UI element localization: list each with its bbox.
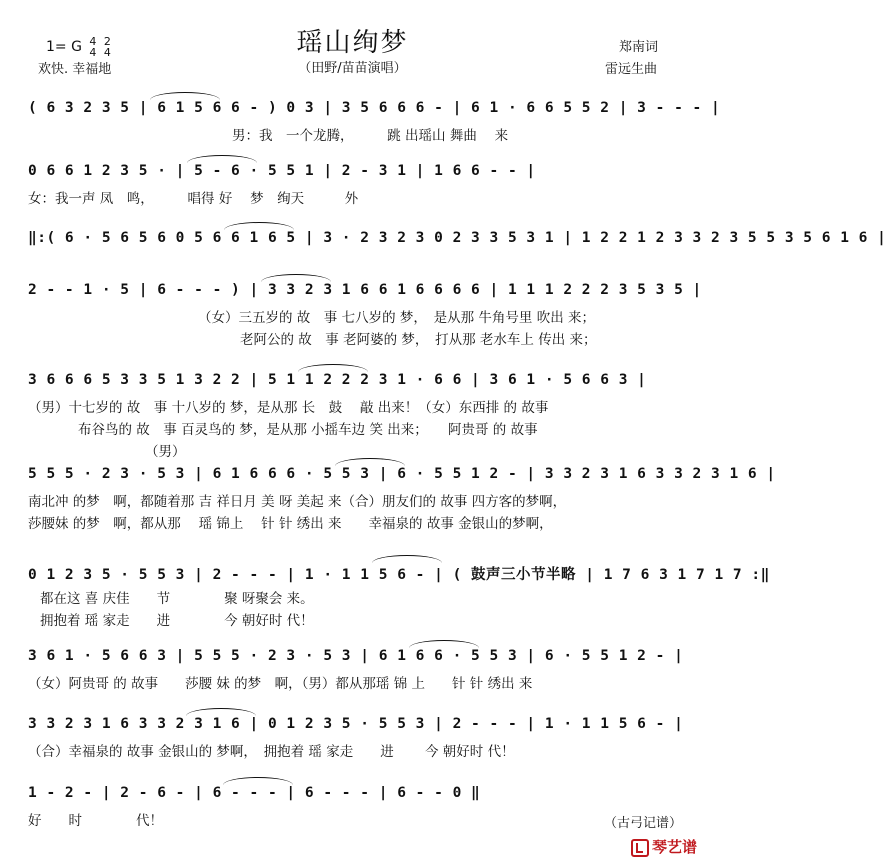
- lyric-line: 布谷鸟的 故 事 百灵鸟的 梦，是从那 小摇车边 笑 出来； 阿贵哥 的 故事: [78, 422, 538, 438]
- notation-row: 3 6 1 · 5 6 6 3 | 5 5 5 · 2 3 · 5 3 | 6 1 6 6 · 5 5 3 | 6 · 5 5 1 2 - |: [28, 648, 684, 664]
- slur-mark: [298, 364, 368, 372]
- lyricist: 郑南词: [619, 40, 659, 55]
- lyric-line: （合）幸福泉的 故事 金银山的 梦啊， 拥抱着 瑶 家走 进 今 朝好时 代！: [28, 744, 515, 760]
- slur-mark: [187, 155, 257, 163]
- notation-row: 3 6 6 6 5 3 3 5 1 3 2 2 | 5 1 1 2 2 2 3 1 · 6 6 | 3 6 1 · 5 6 6 3 |: [28, 372, 647, 388]
- slur-mark: [186, 708, 256, 716]
- notation-row: 0 1 2 3 5 · 5 5 3 | 2 - - - | 1 · 1 1 5 6 - | ( 鼓声三小节半略 | 1 7 6 3 1 7 1 7 :‖: [28, 567, 770, 583]
- lyric-line: 女：我一声 凤 鸣， 唱得 好 梦 绚天 外: [28, 191, 359, 207]
- lyric-line: （男）: [145, 444, 186, 460]
- lyric-line: （男）十七岁的 故 事 十八岁的 梦，是从那 长 鼓 敲 出来！（女）东西排 的 故事: [28, 400, 549, 416]
- notation-row: 2 - - 1 · 5 | 6 - - - ) | 3 3 2 3 1 6 6 1 6 6 6 6 | 1 1 1 2 2 2 3 5 3 5 |: [28, 282, 702, 298]
- page-title: 瑶山绚梦: [296, 28, 409, 58]
- slur-mark: [409, 640, 479, 648]
- notation-row: 0 6 6 1 2 3 5 · | 5 - 6 · 5 5 1 | 2 - 3 1 | 1 6 6 - - |: [28, 163, 536, 179]
- key-label: 1= G: [46, 39, 82, 55]
- lyric-line: 好 时 代！: [28, 813, 163, 829]
- tempo-marking: 欢快. 幸福地: [38, 62, 112, 77]
- lyric-line: 拥抱着 瑶 家走 进 今 朝好时 代！: [40, 613, 314, 629]
- watermark-logo: 琴艺谱: [631, 836, 697, 857]
- lyric-line: 莎腰妹 的梦 啊，都从那 瑶 锦上 针 针 绣出 来 幸福泉的 故事 金银山的梦啊，: [28, 516, 553, 532]
- slur-mark: [335, 458, 405, 466]
- notation-row: ( 6 3 2 3 5 | 6 1 5 6 6 - ) 0 3 | 3 5 6 6 6 - | 6 1 · 6 6 5 5 2 | 3 - - - |: [28, 100, 721, 116]
- notation-row: 5 5 5 · 2 3 · 5 3 | 6 1 6 6 6 · 5 5 3 | 6 · 5 5 1 2 - | 3 3 2 3 1 6 3 3 2 3 1 6 |: [28, 466, 776, 482]
- composer: 雷远生曲: [605, 62, 658, 77]
- lyric-line: 男：我 一个龙腾， 跳 出瑶山 舞曲 来: [232, 128, 509, 144]
- lyric-line: （女）三五岁的 故 事 七八岁的 梦， 是从那 牛角号里 吹出 来；: [198, 310, 595, 326]
- slur-mark: [372, 555, 442, 563]
- lyric-line: （女）阿贵哥 的 故事 莎腰 妹 的梦 啊，（男）都从那瑶 锦 上 针 针 绣出 来: [28, 676, 533, 692]
- slur-mark: [223, 777, 293, 785]
- lyric-line: 南北冲 的梦 啊，都随着那 吉 祥日月 美 呀 美起 来（合）朋友们的 故事 四方客的梦啊，: [28, 494, 567, 510]
- notation-row: ‖:( 6 · 5 6 5 6 0 5 6 6 1 6 5 | 3 · 2 3 2 3 0 2 3 3 5 3 1 | 1 2 2 1 2 3 3 2 3 5 5 3 5 6 1 6 |: [28, 230, 886, 246]
- logo-icon: [631, 839, 649, 857]
- credit: （古弓记谱）: [604, 816, 683, 831]
- performers: （田野/苗苗演唱）: [298, 61, 407, 76]
- slur-mark: [150, 92, 220, 100]
- time-signature-2: 2 4: [103, 35, 111, 59]
- notation-row: 1 - 2 - | 2 - 6 - | 6 - - - | 6 - - - | 6 - - 0 ‖: [28, 785, 481, 801]
- slur-mark: [261, 274, 331, 282]
- time-signature-1: 4 4: [89, 35, 97, 59]
- lyric-line: 老阿公的 故 事 老阿婆的 梦， 打从那 老水车上 传出 来；: [240, 332, 597, 348]
- slur-mark: [224, 222, 294, 230]
- lyric-line: 都在这 喜 庆佳 节 聚 呀聚会 来。: [40, 591, 314, 607]
- notation-row: 3 3 2 3 1 6 3 3 2 3 1 6 | 0 1 2 3 5 · 5 5 3 | 2 - - - | 1 · 1 1 5 6 - |: [28, 716, 684, 732]
- key-signature: [46, 36, 111, 58]
